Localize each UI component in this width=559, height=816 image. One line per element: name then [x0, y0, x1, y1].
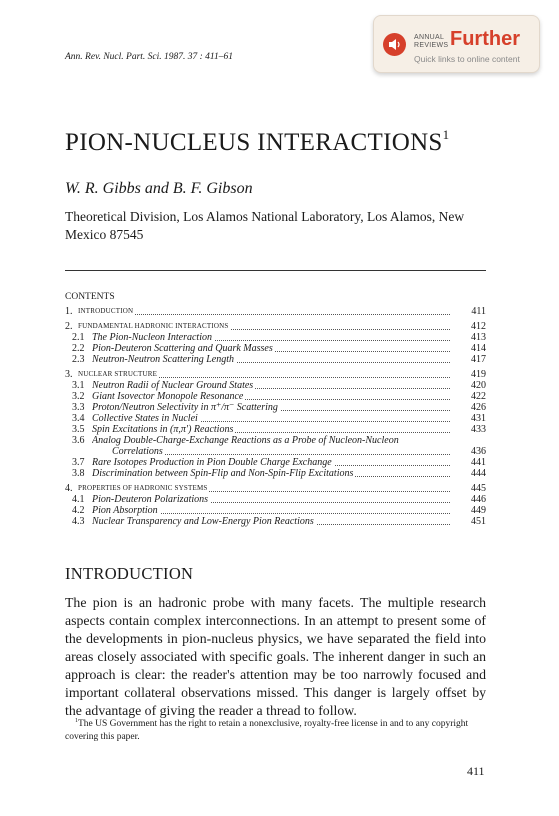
journal-citation: Ann. Rev. Nucl. Part. Sci. 1987. 37 : 411–61 — [65, 52, 233, 62]
toc-entry-title-text: Correlations — [112, 446, 163, 457]
speaker-icon — [383, 33, 406, 56]
toc-entry-page: 449 — [471, 505, 486, 516]
toc-entry-title — [92, 457, 450, 468]
toc-entry-title-text: Discrimination between Spin-Flip and Non-Spin-Flip Excitations — [92, 468, 354, 479]
toc-entry-title — [92, 516, 450, 527]
toc-entry-title-text: Spin Excitations in (π,π′) Reactions — [92, 424, 234, 435]
further-reviews-badge[interactable] — [373, 15, 540, 73]
toc-entry-page: 436 — [471, 446, 486, 457]
toc-entry — [65, 483, 486, 494]
toc-entry-title-text: Pion Absorption — [92, 505, 158, 516]
toc-entry-title-text: Analog Double-Charge-Exchange Reactions as a Probe of Nucleon-Nucleon — [92, 435, 399, 446]
toc-entry-number: 3.7 — [72, 457, 85, 468]
toc-entry-page: 446 — [471, 494, 486, 505]
toc-entry-title-text: FUNDAMENTAL HADRONIC INTERACTIONS — [78, 322, 229, 330]
toc-entry — [65, 343, 486, 354]
toc-entry — [65, 446, 486, 457]
footnote-text: The US Government has the right to retain a nonexclusive, royalty-free license in and to any copyright covering this paper. — [65, 719, 469, 743]
contents-heading: CONTENTS — [65, 292, 115, 302]
footnote-mark: 1 — [75, 718, 78, 724]
toc-entry — [65, 402, 486, 413]
toc-entry — [65, 332, 486, 343]
toc-entry — [65, 306, 486, 317]
toc-entry-number: 1. — [65, 306, 73, 317]
toc-entry-page: 420 — [471, 380, 486, 391]
toc-entry — [65, 435, 486, 446]
toc-entry-title — [78, 306, 450, 317]
toc-entry-title — [92, 494, 450, 505]
toc-entry-page: 451 — [471, 516, 486, 527]
reviews-label: REVIEWS — [414, 42, 449, 49]
further-label: Further — [450, 28, 520, 50]
affiliation: Theoretical Division, Los Alamos National Laboratory, Los Alamos, New Mexico 87545 — [65, 209, 465, 242]
toc-entry-title — [92, 435, 450, 446]
toc-entry-number: 3.4 — [72, 413, 85, 424]
toc-entry-page: 444 — [471, 468, 486, 479]
toc-entry-title-text: NUCLEAR STRUCTURE — [78, 370, 158, 378]
toc-entry-title — [78, 483, 450, 494]
toc-entry — [65, 494, 486, 505]
toc-entry-title-text: INTRODUCTION — [78, 307, 134, 315]
footnote — [65, 715, 486, 744]
toc-entry-title — [92, 505, 450, 516]
toc-entry-page: 433 — [471, 424, 486, 435]
toc-entry-title — [78, 321, 450, 332]
body-paragraph: The pion is an hadronic probe with many facets. The multiple research aspects contain complex interconnections. In an attempt to present some of the developments in pion-nucleus physics, we have separated the field into areas closely associated with specific goals. The inherent danger in such an approach is clear: the reader's attention may be too narrowly focused and important collateral observations missed. This danger is largely offset by the advantage of giving the reader a thread to follow. — [65, 595, 486, 718]
toc-entry-title — [78, 369, 450, 380]
toc-entry-number: 3.3 — [72, 402, 85, 413]
toc-entry-page: 413 — [471, 332, 486, 343]
toc-entry-title-text: Giant Isovector Monopole Resonance — [92, 391, 244, 402]
toc-entry — [65, 516, 486, 527]
toc-entry-title-text: Neutron Radii of Nuclear Ground States — [92, 380, 254, 391]
toc-entry — [65, 413, 486, 424]
toc-entry-number: 2.3 — [72, 354, 85, 365]
section-heading: INTRODUCTION — [65, 564, 194, 583]
toc-entry-number: 3. — [65, 369, 73, 380]
toc-entry-number: 3.6 — [72, 435, 85, 446]
toc-entry-number: 3.8 — [72, 468, 85, 479]
toc-entry-title — [92, 380, 450, 391]
toc-entry-number: 4.3 — [72, 516, 85, 527]
toc-entry-title-text: Nuclear Transparency and Low-Energy Pion Reactions — [92, 516, 314, 527]
toc-entry — [65, 468, 486, 479]
toc-entry — [65, 505, 486, 516]
annual-label: ANNUAL — [414, 34, 445, 41]
toc-entry-page: 419 — [471, 369, 486, 380]
toc-entry-title-text: Rare Isotopes Production in Pion Double Charge Exchange — [92, 457, 332, 468]
toc-entry-page: 412 — [471, 321, 486, 332]
toc-entry-page: 426 — [471, 402, 486, 413]
toc-entry-title-text: Collective States in Nuclei — [92, 413, 198, 424]
toc-entry-title-text: Proton/Neutron Selectivity in π⁺/π⁻ Scattering — [92, 402, 278, 413]
quick-links-label[interactable]: Quick links to online content — [414, 54, 520, 64]
toc-entry-title — [92, 354, 450, 365]
toc-entry-title-text: The Pion-Nucleon Interaction — [92, 332, 212, 343]
toc-entry-title — [92, 332, 450, 343]
paper-title — [65, 129, 449, 157]
toc-entry-page: 417 — [471, 354, 486, 365]
toc-entry-page: 441 — [471, 457, 486, 468]
toc-entry-number: 3.5 — [72, 424, 85, 435]
toc-entry-number: 4.1 — [72, 494, 85, 505]
toc-entry-title — [92, 424, 450, 435]
toc-entry — [65, 391, 486, 402]
toc-entry-number: 2.2 — [72, 343, 85, 354]
divider — [65, 270, 486, 271]
toc-entry-number: 4.2 — [72, 505, 85, 516]
toc-entry-title — [92, 402, 450, 413]
title-text: PION-NUCLEUS INTERACTIONS — [65, 129, 443, 156]
toc-entry-title — [92, 391, 450, 402]
toc-entry-title-text: Neutron-Neutron Scattering Length — [92, 354, 235, 365]
toc-entry — [65, 321, 486, 332]
authors: W. R. Gibbs and B. F. Gibson — [65, 180, 253, 197]
page-number: 411 — [467, 764, 485, 778]
toc-entry-title — [112, 446, 450, 457]
toc-entry-page: 431 — [471, 413, 486, 424]
toc-entry-page: 414 — [471, 343, 486, 354]
table-of-contents — [65, 306, 486, 527]
toc-entry — [65, 424, 486, 435]
toc-entry-number: 4. — [65, 483, 73, 494]
toc-entry-title-text: Pion-Deuteron Scattering and Quark Masses — [92, 343, 273, 354]
toc-entry-page: 445 — [471, 483, 486, 494]
toc-entry-page: 411 — [471, 306, 486, 317]
toc-entry — [65, 369, 486, 380]
toc-entry — [65, 457, 486, 468]
toc-entry-title — [92, 468, 450, 479]
toc-entry-title — [92, 343, 450, 354]
toc-entry-number: 3.2 — [72, 391, 85, 402]
title-footnote-mark: 1 — [442, 127, 450, 142]
annual-reviews-logo-text — [414, 34, 448, 50]
toc-entry-title-text: Pion-Deuteron Polarizations — [92, 494, 209, 505]
toc-entry-page: 422 — [471, 391, 486, 402]
toc-entry-title-text: PROPERTIES OF HADRONIC SYSTEMS — [78, 484, 208, 492]
toc-entry-title — [92, 413, 450, 424]
toc-entry — [65, 354, 486, 365]
toc-entry-number: 2.1 — [72, 332, 85, 343]
toc-entry — [65, 380, 486, 391]
toc-entry-number: 3.1 — [72, 380, 85, 391]
toc-entry-number: 2. — [65, 321, 73, 332]
